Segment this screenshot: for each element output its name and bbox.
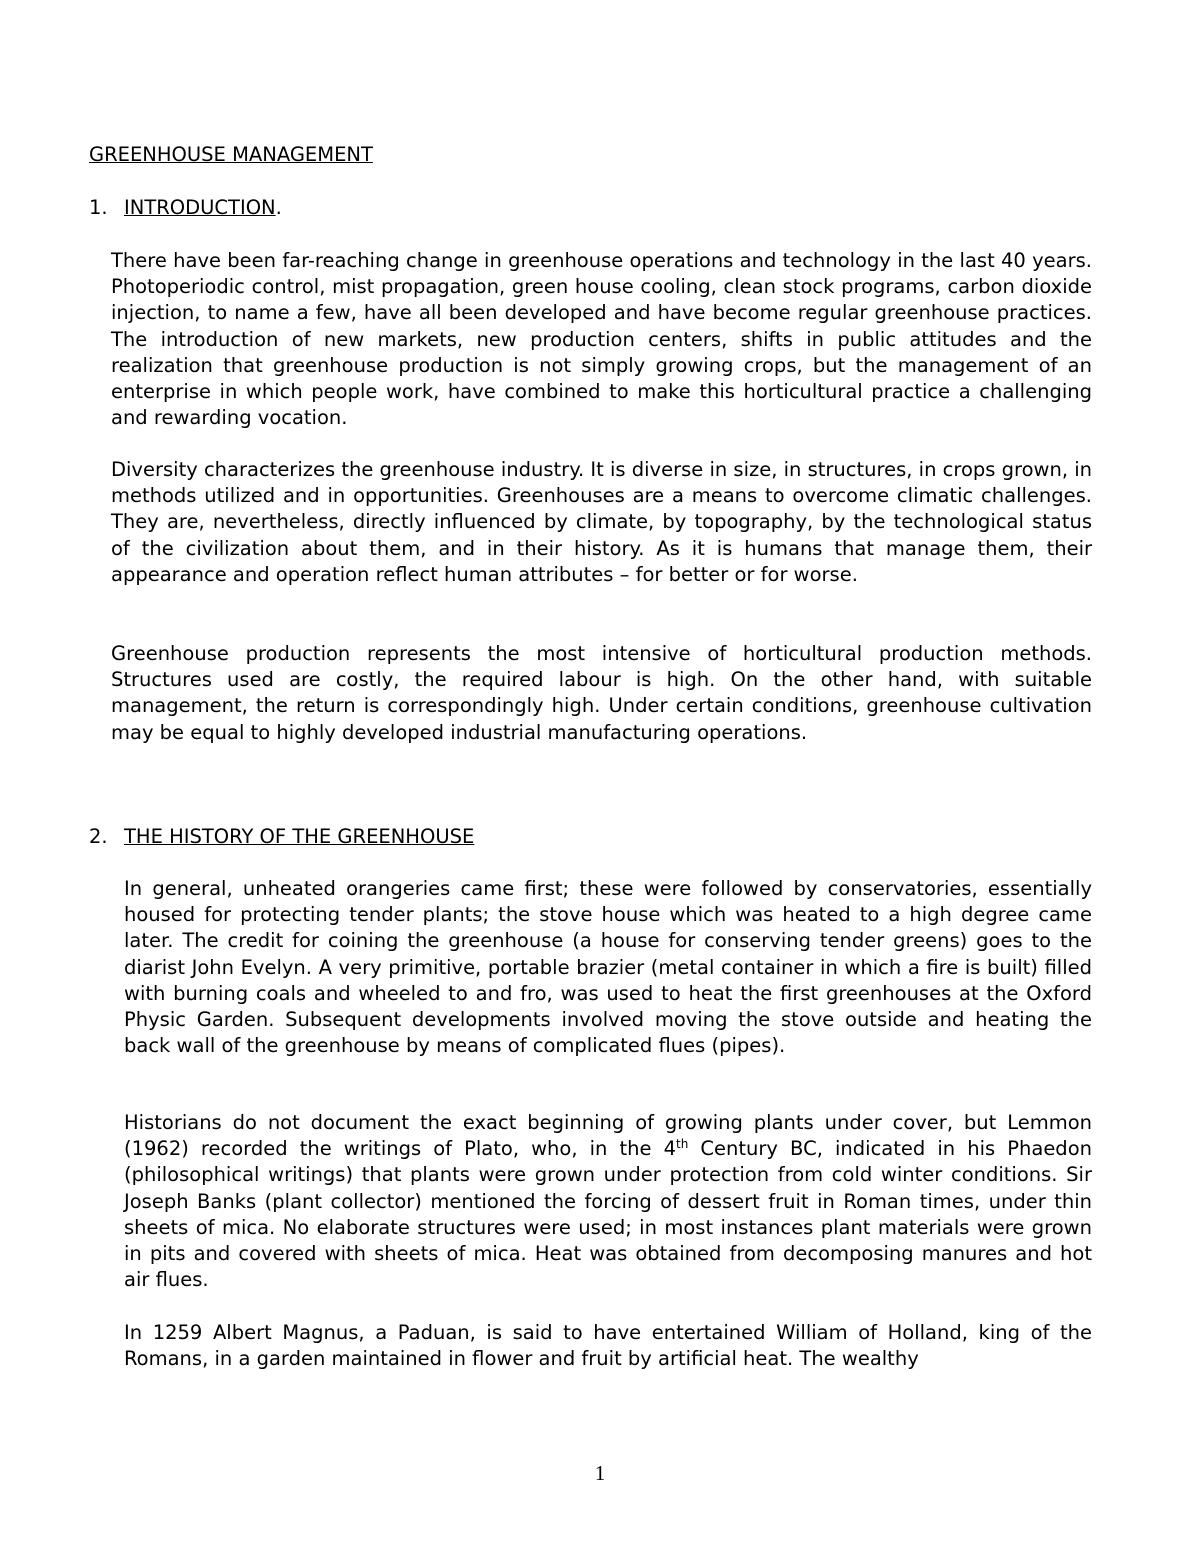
ordinal-superscript: th: [676, 1137, 689, 1152]
section-title-suffix: .: [275, 196, 282, 219]
document-title: GREENHOUSE MANAGEMENT: [89, 143, 373, 166]
intro-paragraph-1: There have been far-reaching change in greenhouse operations and technology in the last 40 years. Photoperiodic control, mist propagation, green house cooling, clean stock programs, carbon dioxide injection, to name a few, have all been developed and have become regular greenhouse practices. The introduction of new markets, new production centers, shifts in public attitudes and the realization that greenhouse production is not simply growing crops, but the management of an enterprise in which people work, have combined to make this horticultural practice a challenging and rewarding vocation.: [111, 249, 1092, 430]
section-2-heading: [89, 824, 474, 850]
section-number: 2.: [89, 825, 108, 848]
paragraph-text: Historians do not document the exact beginning of growing plants under cover, but Lemmon (1962) recorded the writings of Plato, who, in the 4: [124, 1111, 1092, 1161]
intro-paragraph-3: Greenhouse production represents the most intensive of horticultural production methods. Structures used are costly, the required labour is high. On the other hand, with suitable management, the return is correspondingly high. Under certain conditions, greenhouse cultivation may be equal to highly developed industrial manufacturing operations.: [111, 642, 1092, 744]
paragraph-text: Century BC, indicated in his Phaedon (philosophical writings) that plants were grown under protection from cold winter conditions. Sir Joseph Banks (plant collector) mentioned the forcing of dessert fruit in Roman times, under thin sheets of mica. No elaborate structures were used; in most instances plant materials were grown in pits and covered with sheets of mica. Heat was obtained from decomposing manures and hot air flues.: [124, 1137, 1092, 1292]
section-title: INTRODUCTION: [124, 196, 276, 219]
history-paragraph-2: [124, 1110, 1092, 1293]
history-paragraph-1: In general, unheated orangeries came first; these were followed by conservatories, essentially housed for protecting tender plants; the stove house which was heated to a high degree came later. The credit for coining the greenhouse (a house for conserving tender greens) goes to the diarist John Evelyn. A very primitive, portable brazier (metal container in which a fire is built) filled with burning coals and wheeled to and fro, was used to heat the first greenhouses at the Oxford Physic Garden. Subsequent developments involved moving the stove outside and heating the back wall of the greenhouse by means of complicated flues (pipes).: [124, 877, 1092, 1058]
history-paragraph-3: In 1259 Albert Magnus, a Paduan, is said to have entertained William of Holland, king of the Romans, in a garden maintained in flower and fruit by artificial heat. The wealthy: [124, 1321, 1092, 1371]
intro-paragraph-2: Diversity characterizes the greenhouse industry. It is diverse in size, in structures, in crops grown, in methods utilized and in opportunities. Greenhouses are a means to overcome climatic challenges. They are, nevertheless, directly influenced by climate, by topography, by the technological status of the civilization about them, and in their history. As it is humans that manage them, their appearance and operation reflect human attributes – for better or for worse.: [111, 458, 1092, 586]
section-number: 1.: [89, 196, 108, 219]
section-title: THE HISTORY OF THE GREENHOUSE: [124, 825, 475, 848]
section-1-heading: [89, 195, 282, 221]
page-number: 1: [594, 1461, 606, 1485]
